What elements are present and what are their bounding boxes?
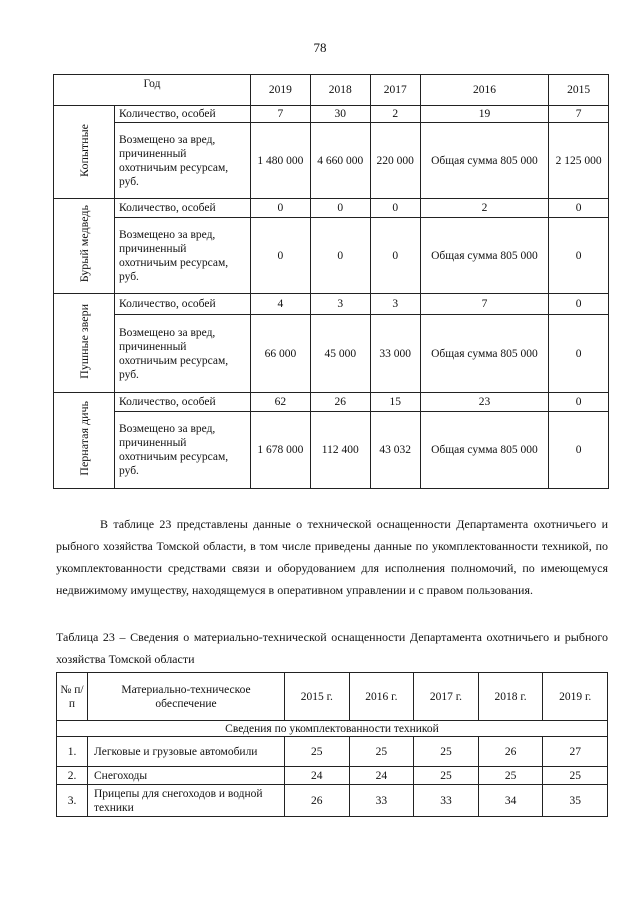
cell-value: 33 [414,785,479,817]
table-row [54,218,609,294]
cell-value: 0 [310,218,370,294]
cell-value: 33 [349,785,414,817]
row-label: Возмещено за вред, причиненный охотничьим ресурсам, руб. [115,123,251,199]
header-2017: 2017 г. [414,673,479,721]
cell-value: 2 [370,106,420,123]
table-row [54,106,609,123]
section-row [57,721,608,737]
cell-value: 0 [549,315,609,393]
cell-value: 27 [543,737,608,767]
year-2019: 2019 [251,75,311,106]
table-header-row [54,75,609,106]
header-number: № п/п [57,673,88,721]
table-row [57,767,608,785]
cell-value: 3 [370,294,420,315]
row-name: Прицепы для снегоходов и водной техники [88,785,285,817]
body-paragraph [56,513,608,601]
cell-value: 0 [549,412,609,489]
cell-value: 24 [349,767,414,785]
table-row [54,123,609,199]
cell-value: 25 [414,767,479,785]
group-label: Бурый медведь [54,199,115,294]
header-2015: 2015 г. [285,673,350,721]
table-caption: Таблица 23 – Сведения о материально-технической оснащенности Департамента охотничьего и рыбного хозяйства Томской области [56,630,608,666]
cell-value: 7 [251,106,311,123]
row-name: Снегоходы [88,767,285,785]
cell-value: 0 [549,218,609,294]
table-row [57,737,608,767]
cell-value: 0 [370,199,420,218]
cell-value: 0 [251,199,311,218]
year-2016: 2016 [420,75,548,106]
cell-value: 0 [549,294,609,315]
cell-value: 23 [420,393,548,412]
cell-value: 0 [549,393,609,412]
cell-value: 34 [478,785,543,817]
cell-value: 1 480 000 [251,123,311,199]
year-header: Год [54,75,251,106]
cell-value: 30 [310,106,370,123]
table-row [54,294,609,315]
table-row [57,785,608,817]
cell-value: Общая сумма 805 000 [420,123,548,199]
cell-value: 26 [310,393,370,412]
cell-value: 0 [370,218,420,294]
year-2017: 2017 [370,75,420,106]
section-title: Сведения по укомплектованности техникой [57,721,608,737]
cell-value: 45 000 [310,315,370,393]
cell-value: 112 400 [310,412,370,489]
cell-value: 26 [285,785,350,817]
row-label: Возмещено за вред, причиненный охотничьим ресурсам, руб. [115,412,251,489]
cell-value: 33 000 [370,315,420,393]
cell-value: 19 [420,106,548,123]
cell-value: 66 000 [251,315,311,393]
header-2016: 2016 г. [349,673,414,721]
table-row [54,393,609,412]
row-name: Легковые и грузовые автомобили [88,737,285,767]
cell-value: 2 [420,199,548,218]
cell-value: Общая сумма 805 000 [420,218,548,294]
body-paragraph-text: В таблице 23 представлены данные о технической оснащенности Департамента охотничьего и рыбного хозяйства Томской области, в том числе приведены данные по укомплектованности техникой, по укомплектованности средствами связи и оборудованием для исполнения полномочий, по имеющемуся недвижимому имуществу, находящемуся в оперативном управлении и с правом пользования. [56,517,608,597]
damage-compensation-table [53,74,609,489]
page-number: 78 [313,40,327,55]
table-row [54,199,609,218]
row-label: Возмещено за вред, причиненный охотничьим ресурсам, руб. [115,218,251,294]
cell-value: 7 [420,294,548,315]
row-label: Количество, особей [115,106,251,123]
row-label: Количество, особей [115,199,251,218]
group-label: Пернатая дичь [54,393,115,489]
cell-value: 4 [251,294,311,315]
cell-value: 1 678 000 [251,412,311,489]
cell-value: 24 [285,767,350,785]
cell-value: 3 [310,294,370,315]
cell-value: 25 [414,737,479,767]
cell-value: 0 [310,199,370,218]
cell-value: 0 [251,218,311,294]
row-number: 3. [57,785,88,817]
table-row [54,315,609,393]
equipment-table [56,672,608,817]
cell-value: 25 [478,767,543,785]
cell-value: Общая сумма 805 000 [420,315,548,393]
group-label: Пушные звери [54,294,115,393]
row-number: 2. [57,767,88,785]
cell-value: 35 [543,785,608,817]
row-label: Количество, особей [115,393,251,412]
header-equipment: Материально-техническое обеспечение [88,673,285,721]
cell-value: 7 [549,106,609,123]
year-2015: 2015 [549,75,609,106]
cell-value: 2 125 000 [549,123,609,199]
header-2019: 2019 г. [543,673,608,721]
cell-value: 25 [285,737,350,767]
table-header-row [57,673,608,721]
year-2018: 2018 [310,75,370,106]
cell-value: 26 [478,737,543,767]
cell-value: 4 660 000 [310,123,370,199]
cell-value: 62 [251,393,311,412]
cell-value: 0 [549,199,609,218]
row-label: Возмещено за вред, причиненный охотничьим ресурсам, руб. [115,315,251,393]
header-2018: 2018 г. [478,673,543,721]
cell-value: 25 [543,767,608,785]
row-label: Количество, особей [115,294,251,315]
cell-value: 15 [370,393,420,412]
table-row [54,412,609,489]
cell-value: 43 032 [370,412,420,489]
cell-value: Общая сумма 805 000 [420,412,548,489]
row-number: 1. [57,737,88,767]
cell-value: 220 000 [370,123,420,199]
group-label: Копытные [54,106,115,199]
cell-value: 25 [349,737,414,767]
